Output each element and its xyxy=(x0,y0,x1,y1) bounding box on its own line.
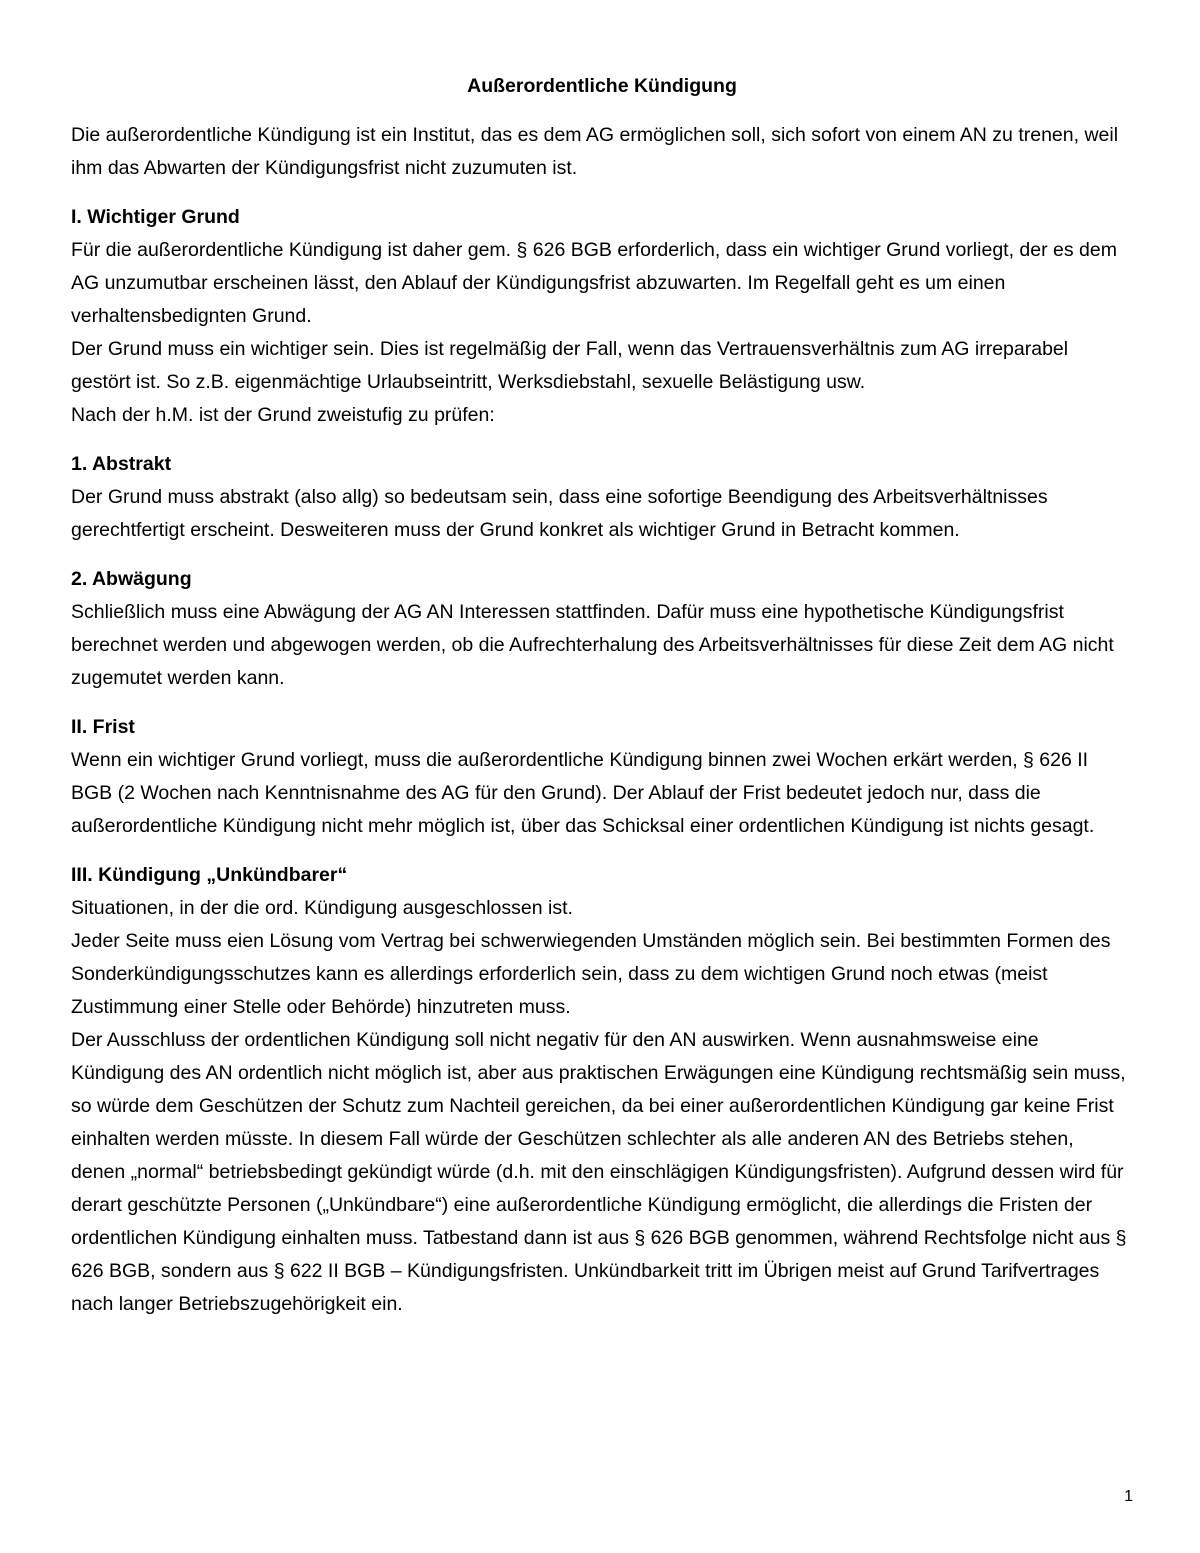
section-paragraph: Situationen, in der die ord. Kündigung ausgeschlossen ist. xyxy=(71,897,573,919)
section-heading: I. Wichtiger Grund xyxy=(71,206,240,228)
section-wichtiger-grund xyxy=(71,201,1133,432)
intro-section xyxy=(71,119,1133,185)
section-heading: 1. Abstrakt xyxy=(71,453,172,475)
section-paragraph: Der Ausschluss der ordentlichen Kündigung soll nicht negativ für den AN auswirken. Wenn ausnahmsweise eine Kündigung des AN ordentlich nicht möglich ist, aber aus praktischen Erwägungen eine Kündigung rechtsmäßig sein muss, so würde dem Geschützen der Schutz zum Nachteil gereichen, da bei einer außerordentlichen Kündigung gar keine Frist einhalten werden müsste. In diesem Fall würde der Geschützen schlechter als alle anderen AN des Betriebs stehen, denen „normal“ betriebsbedingt gekündigt würde (d.h. mit den einschlägigen Kündigungsfristen). Aufgrund dessen wird für derart geschützte Personen („Unkündbare“) eine außerordentliche Kündigung ermöglicht, die allerdings die Fristen der ordentlichen Kündigung einhalten muss. Tatbestand dann ist aus § 626 BGB genommen, während Rechtsfolge nicht aus § 626 BGB, sondern aus § 622 II BGB – Kündigungsfristen. Unkündbarkeit tritt im Übrigen meist auf Grund Tarifvertrages nach langer Betriebszugehörigkeit ein. xyxy=(71,1029,1127,1315)
section-paragraph: Für die außerordentliche Kündigung ist daher gem. § 626 BGB erforderlich, dass ein wichtiger Grund vorliegt, der es dem AG unzumutbar erscheinen lässt, den Ablauf der Kündigungsfrist abzuwarten. Im Regelfall geht es um einen verhaltensbedignten Grund. xyxy=(71,239,1117,327)
section-frist xyxy=(71,711,1133,843)
intro-paragraph: Die außerordentliche Kündigung ist ein Institut, das es dem AG ermöglichen soll, sich sofort von einem AN zu trenen, weil ihm das Abwarten der Kündigungsfrist nicht zuzumuten ist. xyxy=(71,124,1119,179)
section-paragraph: Wenn ein wichtiger Grund vorliegt, muss die außerordentliche Kündigung binnen zwei Wochen erkärt werden, § 626 II BGB (2 Wochen nach Kenntnisnahme des AG für den Grund). Der Ablauf der Frist bedeutet jedoch nur, dass die außerordentliche Kündigung nicht mehr möglich ist, über das Schicksal einer ordentlichen Kündigung ist nichts gesagt. xyxy=(71,749,1095,837)
section-paragraph: Jeder Seite muss eien Lösung vom Vertrag bei schwerwiegenden Umständen möglich sein. Bei bestimmten Formen des Sonderkündigungsschutzes kann es allerdings erforderlich sein, dass zu dem wichtigen Grund noch etwas (meist Zustimmung einer Stelle oder Behörde) hinzutreten muss. xyxy=(71,930,1111,1018)
section-heading: II. Frist xyxy=(71,716,135,738)
document-title: Außerordentliche Kündigung xyxy=(467,75,737,97)
section-unkuendbarer xyxy=(71,859,1133,1321)
section-paragraph: Der Grund muss abstrakt (also allg) so bedeutsam sein, dass eine sofortige Beendigung des Arbeitsverhältnisses gerechtfertigt erscheint. Desweiteren muss der Grund konkret als wichtiger Grund in Betracht kommen. xyxy=(71,486,1048,541)
page-number: 1 xyxy=(1124,1488,1133,1505)
section-abwaegung xyxy=(71,563,1133,695)
section-paragraph: Schließlich muss eine Abwägung der AG AN Interessen stattfinden. Dafür muss eine hypothetische Kündigungsfrist berechnet werden und abgewogen werden, ob die Aufrechterhalung des Arbeitsverhältnisses für diese Zeit dem AG nicht zugemutet werden kann. xyxy=(71,601,1114,689)
document-body xyxy=(71,70,1133,1321)
section-abstrakt xyxy=(71,448,1133,547)
section-heading: III. Kündigung „Unkündbarer“ xyxy=(71,864,348,886)
section-paragraph: Der Grund muss ein wichtiger sein. Dies ist regelmäßig der Fall, wenn das Vertrauensverhältnis zum AG irreparabel gestört ist. So z.B. eigenmächtige Urlaubseintritt, Werksdiebstahl, sexuelle Belästigung usw. xyxy=(71,338,1069,393)
section-heading: 2. Abwägung xyxy=(71,568,192,590)
section-paragraph: Nach der h.M. ist der Grund zweistufig zu prüfen: xyxy=(71,404,495,426)
